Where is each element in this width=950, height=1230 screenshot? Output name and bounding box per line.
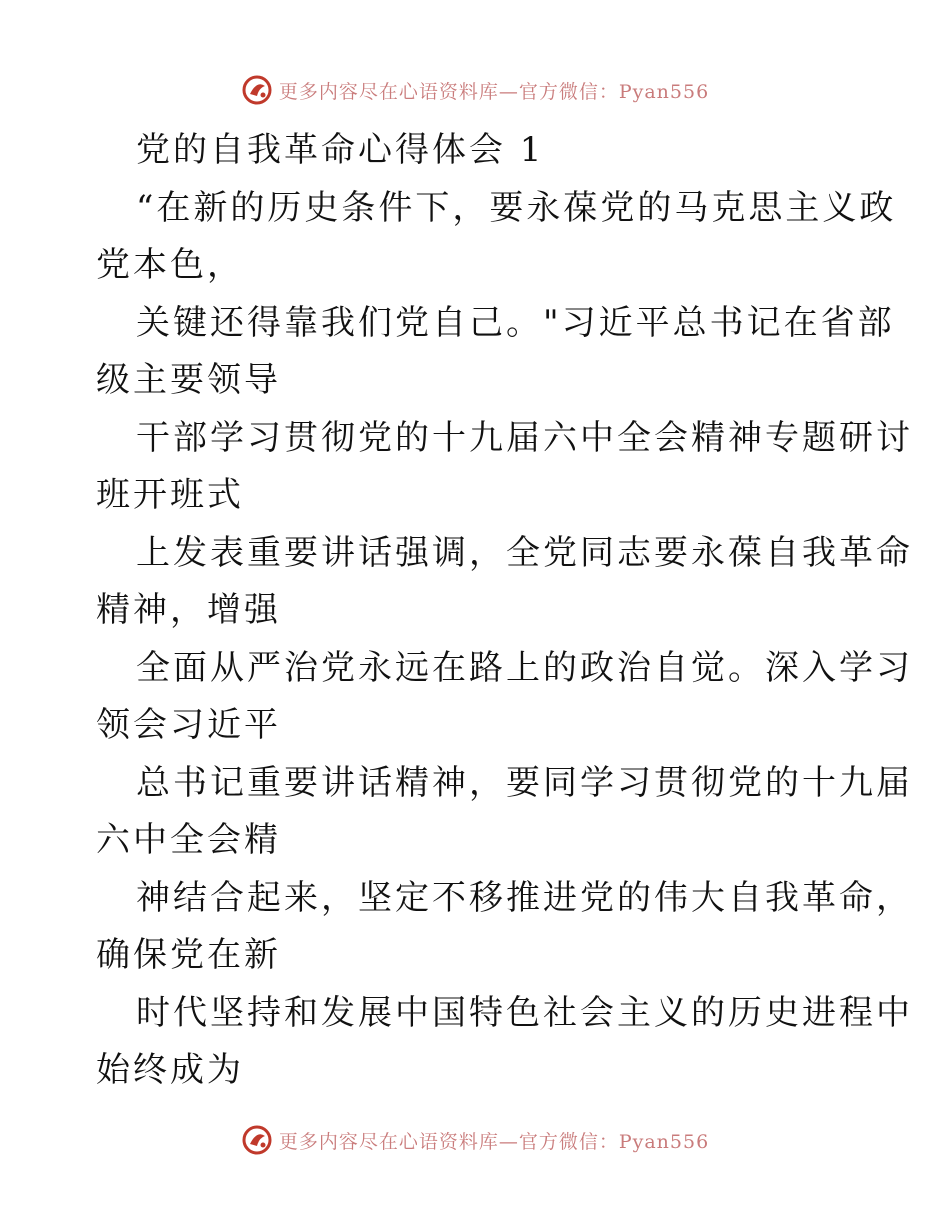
header-banner	[0, 70, 950, 110]
footer-banner-text: 更多内容尽在心语资料库—官方微信：Pyan556	[278, 1130, 710, 1153]
document-line: 党本色，	[96, 245, 244, 285]
document-line: 神结合起来，坚定不移推进党的伟大自我革命，	[136, 877, 913, 918]
document-line: 领会习近平	[96, 705, 281, 745]
swirl-logo-icon	[241, 1124, 273, 1156]
document-line: 级主要领导	[96, 360, 281, 400]
document-line: 时代坚持和发展中国特色社会主义的历史进程中	[136, 992, 913, 1033]
header-banner-text: 更多内容尽在心语资料库—官方微信：Pyan556	[278, 80, 710, 103]
swirl-logo-icon	[241, 74, 273, 106]
document-title: 党的自我革命心得体会 1	[136, 130, 545, 170]
document-line: 始终成为	[96, 1050, 244, 1090]
footer-banner	[0, 1120, 950, 1160]
document-line: 确保党在新	[96, 935, 281, 975]
document-line: 精神，增强	[96, 590, 281, 630]
document-line: 干部学习贯彻党的十九届六中全会精神专题研讨	[136, 417, 913, 458]
document-line: 全面从严治党永远在路上的政治自觉。深入学习	[136, 647, 913, 688]
document-line: 六中全会精	[96, 820, 281, 860]
document-line: 关键还得靠我们党自己。"习近平总书记在省部	[136, 302, 895, 343]
document-line: 上发表重要讲话强调，全党同志要永葆自我革命	[136, 532, 913, 573]
document-line: “在新的历史条件下，要永葆党的马克思主义政	[136, 187, 897, 228]
document-line: 总书记重要讲话精神，要同学习贯彻党的十九届	[136, 762, 913, 803]
document-line: 班开班式	[96, 475, 244, 515]
document-body	[96, 122, 913, 1100]
